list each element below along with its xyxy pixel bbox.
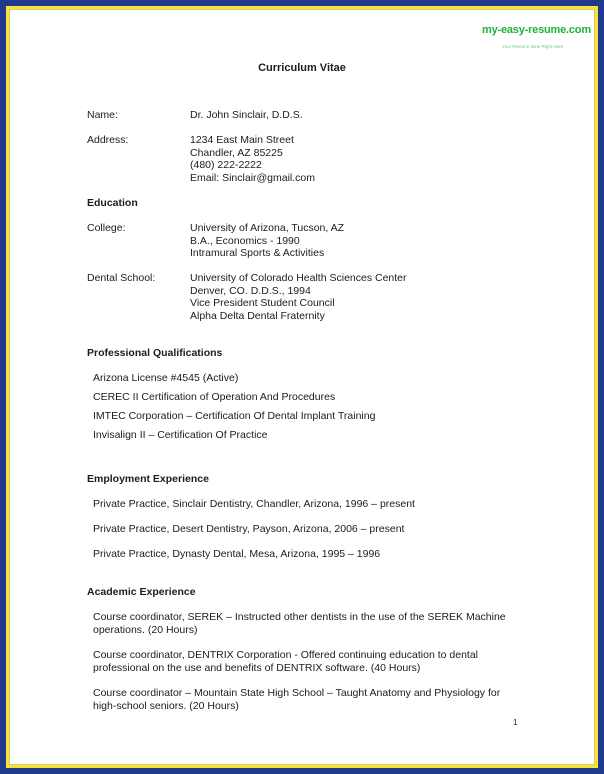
college-label: College: bbox=[87, 222, 126, 234]
address-block bbox=[190, 134, 315, 184]
site-tagline: Your Resume done Right Here bbox=[502, 44, 564, 49]
qualification-item: IMTEC Corporation – Certification Of Dental Implant Training bbox=[93, 410, 376, 422]
qualification-item: CEREC II Certification of Operation And Procedures bbox=[93, 391, 336, 403]
college-line: B.A., Economics - 1990 bbox=[190, 234, 300, 247]
college-line: Intramural Sports & Activities bbox=[190, 247, 325, 260]
document-title: Curriculum Vitae bbox=[258, 62, 346, 74]
email-line: Email: Sinclair@gmail.com bbox=[190, 171, 316, 184]
address-line: (480) 222-2222 bbox=[190, 159, 262, 172]
employment-item: Private Practice, Sinclair Dentistry, Chandler, Arizona, 1996 – present bbox=[93, 498, 415, 510]
page-number: 1 bbox=[513, 718, 518, 727]
name-label: Name: bbox=[87, 109, 118, 121]
dental-school-line: Alpha Delta Dental Fraternity bbox=[190, 309, 325, 322]
dental-school-line: University of Colorado Health Sciences Center bbox=[190, 272, 407, 284]
academic-item-line: Course coordinator – Mountain State High School – Taught Anatomy and Physiology for bbox=[93, 687, 501, 699]
qualification-item: Invisalign II – Certification Of Practice bbox=[93, 429, 268, 441]
employment-heading: Employment Experience bbox=[87, 473, 209, 485]
dental-school-block bbox=[190, 272, 407, 322]
dental-school-line: Vice President Student Council bbox=[190, 297, 335, 310]
site-logo[interactable]: my-easy-resume.com bbox=[482, 24, 591, 36]
academic-item bbox=[93, 611, 506, 636]
name-value: Dr. John Sinclair, D.D.S. bbox=[190, 109, 303, 121]
academic-heading: Academic Experience bbox=[87, 586, 196, 598]
academic-item-line: operations. (20 Hours) bbox=[93, 623, 198, 636]
dental-school-line: Denver, CO. D.D.S., 1994 bbox=[190, 284, 311, 297]
college-line: University of Arizona, Tucson, AZ bbox=[190, 222, 345, 234]
address-line: Chandler, AZ 85225 bbox=[190, 146, 283, 159]
academic-item bbox=[93, 687, 500, 712]
address-label: Address: bbox=[87, 134, 129, 146]
qualification-item: Arizona License #4545 (Active) bbox=[93, 372, 239, 384]
education-heading: Education bbox=[87, 197, 138, 209]
college-block bbox=[190, 222, 344, 260]
qualifications-heading: Professional Qualifications bbox=[87, 347, 223, 359]
address-line: 1234 East Main Street bbox=[190, 134, 294, 146]
academic-item bbox=[93, 649, 478, 674]
academic-item-line: Course coordinator, DENTRIX Corporation - Offered continuing education to dental bbox=[93, 649, 479, 661]
academic-item-line: Course coordinator, SEREK – Instructed other dentists in the use of the SEREK Machine bbox=[93, 611, 506, 623]
employment-item: Private Practice, Dynasty Dental, Mesa, Arizona, 1995 – 1996 bbox=[93, 548, 381, 560]
employment-item: Private Practice, Desert Dentistry, Payson, Arizona, 2006 – present bbox=[93, 523, 405, 535]
academic-item-line: high-school seniors. (20 Hours) bbox=[93, 699, 239, 712]
dental-school-label: Dental School: bbox=[87, 272, 156, 284]
academic-item-line: professional on the use and benefits of DENTRIX software. (40 Hours) bbox=[93, 661, 421, 674]
